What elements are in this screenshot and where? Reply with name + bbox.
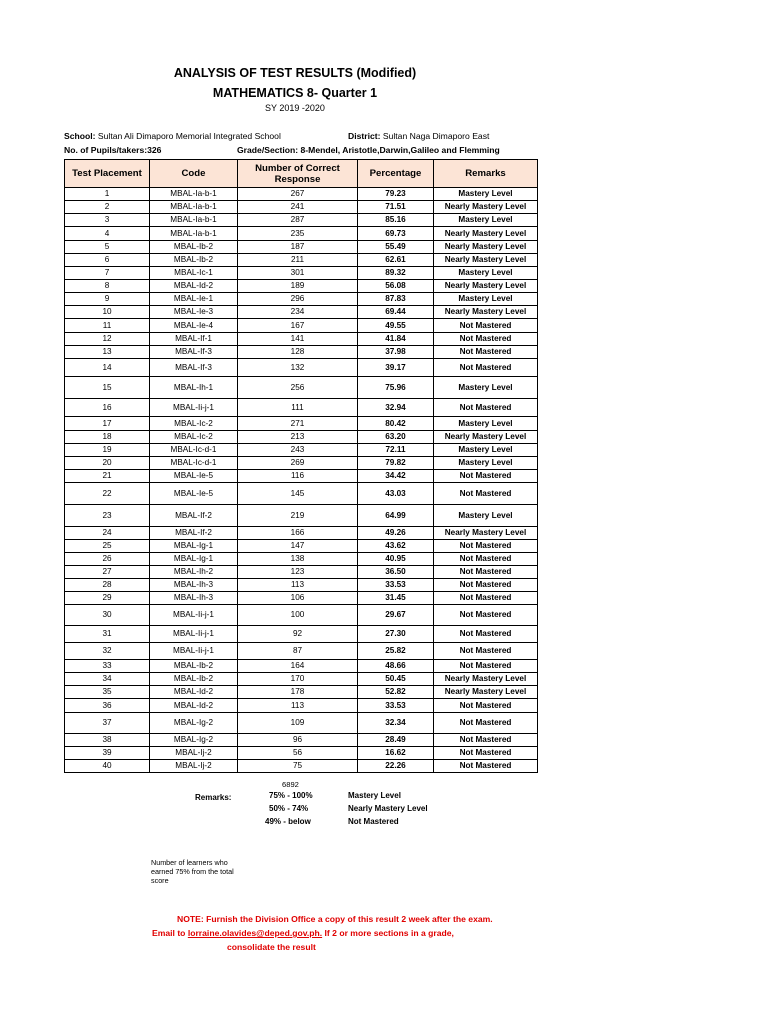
- table-row: [65, 431, 538, 444]
- cell-rem: Not Mastered: [434, 483, 538, 505]
- cell-rem: Not Mastered: [434, 359, 538, 377]
- table-row: [65, 673, 538, 686]
- cell-pct: 50.45: [358, 673, 434, 686]
- cell-placement: 20: [65, 457, 150, 470]
- cell-rem: Mastery Level: [434, 267, 538, 280]
- cell-code: MBAL-Ie-1: [150, 293, 238, 306]
- note-email-prefix: Email to: [152, 928, 188, 938]
- cell-pct: 33.53: [358, 699, 434, 713]
- cell-placement: 10: [65, 306, 150, 319]
- cell-rem: Nearly Mastery Level: [434, 306, 538, 319]
- cell-correct: 141: [238, 333, 358, 346]
- cell-rem: Not Mastered: [434, 699, 538, 713]
- cell-rem: Mastery Level: [434, 293, 538, 306]
- cell-pct: 32.94: [358, 399, 434, 417]
- table-header-row: [65, 160, 538, 188]
- col-correct-response: Number of Correct Response: [238, 160, 358, 188]
- legend-range-3: 49% - below: [265, 817, 311, 826]
- cell-correct: 138: [238, 553, 358, 566]
- table-row: [65, 626, 538, 643]
- cell-code: MBAL-Ih-1: [150, 377, 238, 399]
- cell-pct: 36.50: [358, 566, 434, 579]
- cell-correct: 111: [238, 399, 358, 417]
- cell-correct: 166: [238, 527, 358, 540]
- cell-placement: 8: [65, 280, 150, 293]
- cell-rem: Nearly Mastery Level: [434, 227, 538, 241]
- cell-pct: 43.62: [358, 540, 434, 553]
- table-row: [65, 457, 538, 470]
- cell-correct: 256: [238, 377, 358, 399]
- table-row: [65, 660, 538, 673]
- table-row: [65, 605, 538, 626]
- cell-rem: Nearly Mastery Level: [434, 686, 538, 699]
- cell-rem: Not Mastered: [434, 399, 538, 417]
- cell-rem: Not Mastered: [434, 734, 538, 747]
- cell-correct: 296: [238, 293, 358, 306]
- district-info: [348, 131, 489, 141]
- cell-correct: 96: [238, 734, 358, 747]
- cell-correct: 109: [238, 713, 358, 734]
- cell-correct: 164: [238, 660, 358, 673]
- table-row: [65, 699, 538, 713]
- table-row: [65, 201, 538, 214]
- cell-correct: 243: [238, 444, 358, 457]
- cell-rem: Mastery Level: [434, 417, 538, 431]
- table-row: [65, 188, 538, 201]
- cell-code: MBAL-Ig-1: [150, 540, 238, 553]
- cell-pct: 48.66: [358, 660, 434, 673]
- cell-rem: Mastery Level: [434, 214, 538, 227]
- legend-label: Remarks:: [195, 793, 232, 802]
- cell-correct: 178: [238, 686, 358, 699]
- cell-placement: 36: [65, 699, 150, 713]
- cell-pct: 79.23: [358, 188, 434, 201]
- cell-placement: 40: [65, 760, 150, 773]
- cell-correct: 234: [238, 306, 358, 319]
- legend-range-1: 75% - 100%: [269, 791, 313, 800]
- cell-pct: 71.51: [358, 201, 434, 214]
- cell-correct: 123: [238, 566, 358, 579]
- cell-correct: 301: [238, 267, 358, 280]
- table-row: [65, 643, 538, 660]
- table-row: [65, 280, 538, 293]
- cell-correct: 213: [238, 431, 358, 444]
- results-table: [64, 159, 538, 773]
- cell-pct: 64.99: [358, 505, 434, 527]
- cell-placement: 9: [65, 293, 150, 306]
- school-info: [64, 131, 281, 141]
- cell-rem: Mastery Level: [434, 377, 538, 399]
- cell-rem: Not Mastered: [434, 553, 538, 566]
- cell-correct: 147: [238, 540, 358, 553]
- cell-pct: 41.84: [358, 333, 434, 346]
- cell-placement: 19: [65, 444, 150, 457]
- cell-code: MBAL-If-2: [150, 505, 238, 527]
- cell-placement: 16: [65, 399, 150, 417]
- cell-pct: 56.08: [358, 280, 434, 293]
- cell-placement: 30: [65, 605, 150, 626]
- cell-placement: 26: [65, 553, 150, 566]
- cell-code: MBAL-Ij-2: [150, 760, 238, 773]
- cell-rem: Not Mastered: [434, 713, 538, 734]
- cell-placement: 12: [65, 333, 150, 346]
- note-email-suffix: If 2 or more sections in a grade,: [322, 928, 454, 938]
- cell-pct: 85.16: [358, 214, 434, 227]
- cell-rem: Nearly Mastery Level: [434, 254, 538, 267]
- cell-correct: 235: [238, 227, 358, 241]
- table-row: [65, 540, 538, 553]
- table-row: [65, 734, 538, 747]
- cell-pct: 16.62: [358, 747, 434, 760]
- cell-pct: 33.53: [358, 579, 434, 592]
- cell-rem: Mastery Level: [434, 188, 538, 201]
- cell-placement: 29: [65, 592, 150, 605]
- cell-rem: Nearly Mastery Level: [434, 241, 538, 254]
- table-row: [65, 267, 538, 280]
- cell-code: MBAL-Ia-b-1: [150, 227, 238, 241]
- cell-correct: 100: [238, 605, 358, 626]
- cell-code: MBAL-Ic-2: [150, 431, 238, 444]
- cell-code: MBAL-Ii-j-1: [150, 399, 238, 417]
- cell-correct: 269: [238, 457, 358, 470]
- cell-pct: 25.82: [358, 643, 434, 660]
- cell-pct: 89.32: [358, 267, 434, 280]
- cell-placement: 31: [65, 626, 150, 643]
- cell-pct: 28.49: [358, 734, 434, 747]
- table-row: [65, 760, 538, 773]
- cell-code: MBAL-If-2: [150, 527, 238, 540]
- cell-correct: 56: [238, 747, 358, 760]
- cell-code: MBAL-Ih-3: [150, 592, 238, 605]
- cell-rem: Not Mastered: [434, 592, 538, 605]
- email-link[interactable]: lorraine.olavides@deped.gov.ph.: [187, 928, 323, 938]
- note-line-3: consolidate the result: [227, 942, 316, 952]
- cell-correct: 92: [238, 626, 358, 643]
- pupils-info: [64, 145, 161, 155]
- cell-placement: 3: [65, 214, 150, 227]
- district-label: District:: [348, 131, 381, 141]
- cell-rem: Not Mastered: [434, 470, 538, 483]
- cell-correct: 170: [238, 673, 358, 686]
- cell-rem: Nearly Mastery Level: [434, 431, 538, 444]
- cell-placement: 37: [65, 713, 150, 734]
- col-code: Code: [150, 160, 238, 188]
- cell-rem: Mastery Level: [434, 505, 538, 527]
- cell-placement: 34: [65, 673, 150, 686]
- table-row: [65, 527, 538, 540]
- cell-rem: Nearly Mastery Level: [434, 673, 538, 686]
- cell-placement: 39: [65, 747, 150, 760]
- table-row: [65, 399, 538, 417]
- cell-pct: 69.73: [358, 227, 434, 241]
- table-row: [65, 553, 538, 566]
- cell-correct: 75: [238, 760, 358, 773]
- cell-pct: 37.98: [358, 346, 434, 359]
- cell-pct: 72.11: [358, 444, 434, 457]
- cell-placement: 21: [65, 470, 150, 483]
- cell-pct: 22.26: [358, 760, 434, 773]
- cell-pct: 87.83: [358, 293, 434, 306]
- cell-correct: 167: [238, 319, 358, 333]
- cell-rem: Mastery Level: [434, 444, 538, 457]
- col-test-placement: Test Placement: [65, 160, 150, 188]
- school-value: Sultan Ali Dimaporo Memorial Integrated School: [97, 131, 281, 141]
- cell-placement: 33: [65, 660, 150, 673]
- cell-placement: 27: [65, 566, 150, 579]
- cell-placement: 2: [65, 201, 150, 214]
- cell-pct: 49.26: [358, 527, 434, 540]
- cell-pct: 79.82: [358, 457, 434, 470]
- cell-pct: 40.95: [358, 553, 434, 566]
- cell-correct: 128: [238, 346, 358, 359]
- table-row: [65, 417, 538, 431]
- col-percentage: Percentage: [358, 160, 434, 188]
- cell-placement: 4: [65, 227, 150, 241]
- table-row: [65, 592, 538, 605]
- cell-correct: 287: [238, 214, 358, 227]
- note-line-2: [152, 928, 454, 938]
- cell-code: MBAL-Ig-1: [150, 553, 238, 566]
- cell-placement: 7: [65, 267, 150, 280]
- note-line-1: NOTE: Furnish the Division Office a copy of this result 2 week after the exam.: [177, 914, 493, 924]
- cell-code: MBAL-Ie-5: [150, 483, 238, 505]
- cell-code: MBAL-Ic-d-1: [150, 457, 238, 470]
- cell-rem: Not Mastered: [434, 760, 538, 773]
- pupils-label: No. of Pupils/takers:: [64, 145, 148, 155]
- table-row: [65, 333, 538, 346]
- cell-code: MBAL-Id-2: [150, 699, 238, 713]
- cell-placement: 28: [65, 579, 150, 592]
- table-row: [65, 747, 538, 760]
- cell-pct: 80.42: [358, 417, 434, 431]
- cell-code: MBAL-Ih-3: [150, 579, 238, 592]
- cell-rem: Not Mastered: [434, 605, 538, 626]
- cell-placement: 15: [65, 377, 150, 399]
- table-row: [65, 444, 538, 457]
- district-value: Sultan Naga Dimaporo East: [382, 131, 490, 141]
- cell-rem: Not Mastered: [434, 566, 538, 579]
- table-row: [65, 346, 538, 359]
- cell-code: MBAL-Ih-2: [150, 566, 238, 579]
- cell-code: MBAL-Ib-2: [150, 241, 238, 254]
- school-label: School:: [64, 131, 96, 141]
- cell-code: MBAL-Ii-j-1: [150, 626, 238, 643]
- report-title: ANALYSIS OF TEST RESULTS (Modified): [173, 66, 417, 80]
- cell-code: MBAL-Ie-5: [150, 470, 238, 483]
- pupils-value: 326: [147, 145, 162, 155]
- cell-code: MBAL-Id-2: [150, 280, 238, 293]
- cell-correct: 271: [238, 417, 358, 431]
- cell-correct: 187: [238, 241, 358, 254]
- cell-code: MBAL-Ib-2: [150, 660, 238, 673]
- cell-code: MBAL-Ij-2: [150, 747, 238, 760]
- cell-correct: 211: [238, 254, 358, 267]
- table-row: [65, 306, 538, 319]
- cell-code: MBAL-Ie-3: [150, 306, 238, 319]
- learners-note: Number of learners who earned 75% from the total score: [151, 858, 234, 885]
- cell-rem: Mastery Level: [434, 457, 538, 470]
- cell-placement: 35: [65, 686, 150, 699]
- cell-pct: 31.45: [358, 592, 434, 605]
- cell-placement: 14: [65, 359, 150, 377]
- cell-correct: 267: [238, 188, 358, 201]
- cell-pct: 29.67: [358, 605, 434, 626]
- table-row: [65, 579, 538, 592]
- cell-pct: 34.42: [358, 470, 434, 483]
- cell-placement: 11: [65, 319, 150, 333]
- cell-correct: 106: [238, 592, 358, 605]
- cell-correct: 132: [238, 359, 358, 377]
- table-row: [65, 254, 538, 267]
- cell-rem: Not Mastered: [434, 333, 538, 346]
- cell-code: MBAL-Ic-2: [150, 417, 238, 431]
- cell-correct: 87: [238, 643, 358, 660]
- table-row: [65, 377, 538, 399]
- cell-code: MBAL-Ii-j-1: [150, 643, 238, 660]
- cell-placement: 24: [65, 527, 150, 540]
- grade-info: [237, 145, 500, 155]
- cell-pct: 75.96: [358, 377, 434, 399]
- cell-pct: 63.20: [358, 431, 434, 444]
- legend-meaning-2: Nearly Mastery Level: [348, 804, 428, 813]
- table-row: [65, 713, 538, 734]
- cell-placement: 38: [65, 734, 150, 747]
- cell-rem: Not Mastered: [434, 319, 538, 333]
- cell-pct: 52.82: [358, 686, 434, 699]
- table-row: [65, 227, 538, 241]
- cell-placement: 23: [65, 505, 150, 527]
- grade-value: 8-Mendel, Aristotle,Darwin,Galileo and Flemming: [300, 145, 500, 155]
- cell-code: MBAL-Ic-1: [150, 267, 238, 280]
- total-correct: 6892: [282, 780, 299, 789]
- cell-placement: 25: [65, 540, 150, 553]
- cell-pct: 27.30: [358, 626, 434, 643]
- cell-placement: 5: [65, 241, 150, 254]
- cell-code: MBAL-Ib-2: [150, 673, 238, 686]
- cell-correct: 113: [238, 699, 358, 713]
- cell-placement: 32: [65, 643, 150, 660]
- results-body: [65, 188, 538, 773]
- legend-meaning-3: Not Mastered: [348, 817, 399, 826]
- cell-code: MBAL-If-3: [150, 346, 238, 359]
- cell-rem: Not Mastered: [434, 643, 538, 660]
- table-row: [65, 214, 538, 227]
- cell-placement: 18: [65, 431, 150, 444]
- cell-code: MBAL-Ig-2: [150, 734, 238, 747]
- cell-rem: Not Mastered: [434, 540, 538, 553]
- cell-rem: Nearly Mastery Level: [434, 201, 538, 214]
- cell-pct: 62.61: [358, 254, 434, 267]
- legend-meaning-1: Mastery Level: [348, 791, 401, 800]
- grade-label: Grade/Section:: [237, 145, 299, 155]
- table-row: [65, 293, 538, 306]
- cell-code: MBAL-Ia-b-1: [150, 214, 238, 227]
- table-row: [65, 359, 538, 377]
- cell-rem: Nearly Mastery Level: [434, 280, 538, 293]
- table-row: [65, 566, 538, 579]
- cell-code: MBAL-Ii-j-1: [150, 605, 238, 626]
- cell-code: MBAL-Ia-b-1: [150, 201, 238, 214]
- cell-placement: 22: [65, 483, 150, 505]
- cell-rem: Not Mastered: [434, 579, 538, 592]
- table-row: [65, 483, 538, 505]
- school-year: SY 2019 -2020: [265, 103, 325, 113]
- table-row: [65, 241, 538, 254]
- cell-correct: 219: [238, 505, 358, 527]
- cell-placement: 1: [65, 188, 150, 201]
- cell-placement: 13: [65, 346, 150, 359]
- cell-code: MBAL-If-1: [150, 333, 238, 346]
- cell-placement: 6: [65, 254, 150, 267]
- cell-pct: 32.34: [358, 713, 434, 734]
- cell-correct: 241: [238, 201, 358, 214]
- cell-code: MBAL-Ig-2: [150, 713, 238, 734]
- cell-code: MBAL-Ie-4: [150, 319, 238, 333]
- cell-correct: 145: [238, 483, 358, 505]
- cell-rem: Not Mastered: [434, 626, 538, 643]
- table-row: [65, 319, 538, 333]
- report-subject: MATHEMATICS 8- Quarter 1: [212, 86, 378, 100]
- table-row: [65, 686, 538, 699]
- cell-correct: 116: [238, 470, 358, 483]
- legend-range-2: 50% - 74%: [269, 804, 309, 813]
- cell-rem: Nearly Mastery Level: [434, 527, 538, 540]
- col-remarks: Remarks: [434, 160, 538, 188]
- cell-pct: 49.55: [358, 319, 434, 333]
- cell-pct: 39.17: [358, 359, 434, 377]
- cell-code: MBAL-Ic-d-1: [150, 444, 238, 457]
- cell-rem: Not Mastered: [434, 747, 538, 760]
- cell-pct: 43.03: [358, 483, 434, 505]
- table-row: [65, 505, 538, 527]
- cell-pct: 55.49: [358, 241, 434, 254]
- cell-pct: 69.44: [358, 306, 434, 319]
- cell-placement: 17: [65, 417, 150, 431]
- cell-code: MBAL-Ib-2: [150, 254, 238, 267]
- cell-correct: 189: [238, 280, 358, 293]
- cell-code: MBAL-Ia-b-1: [150, 188, 238, 201]
- cell-code: MBAL-If-3: [150, 359, 238, 377]
- cell-rem: Not Mastered: [434, 346, 538, 359]
- cell-rem: Not Mastered: [434, 660, 538, 673]
- cell-code: MBAL-Id-2: [150, 686, 238, 699]
- cell-correct: 113: [238, 579, 358, 592]
- table-row: [65, 470, 538, 483]
